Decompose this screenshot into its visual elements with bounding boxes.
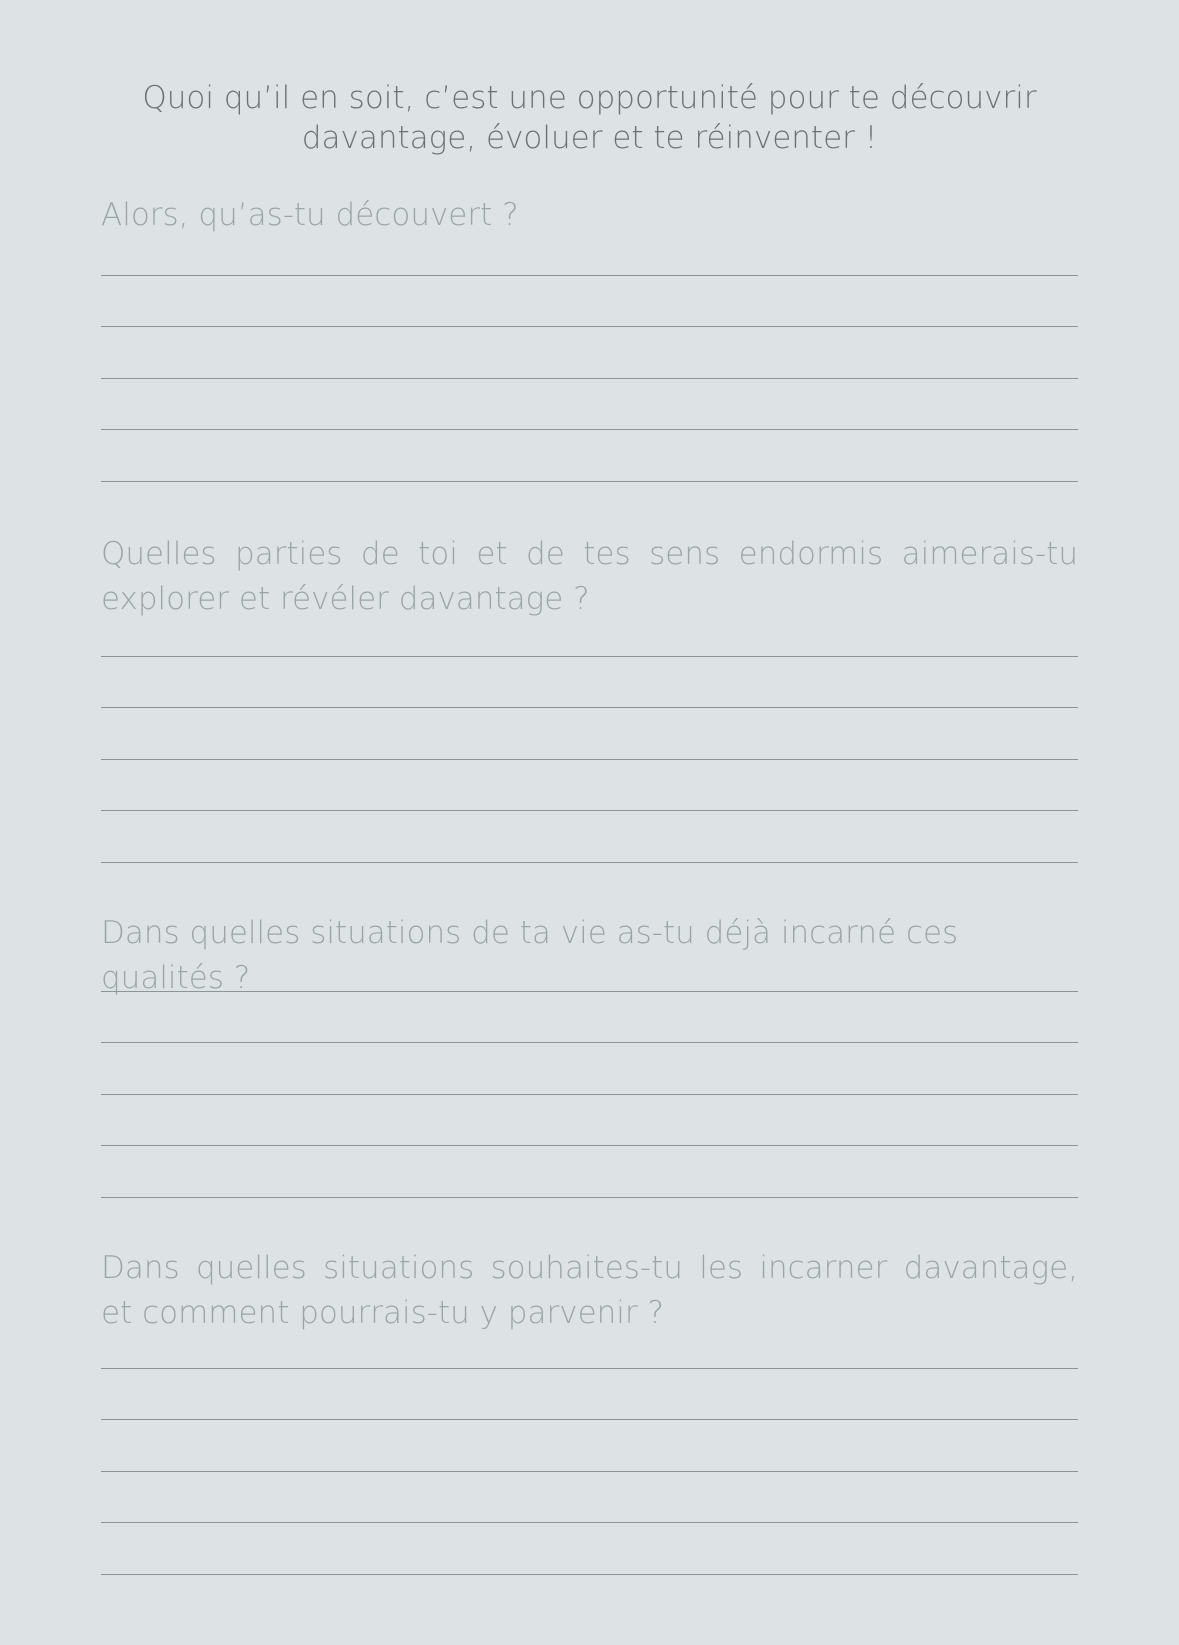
writing-line[interactable] [101,1522,1078,1523]
writing-line[interactable] [101,378,1078,379]
writing-line[interactable] [101,810,1078,811]
question-2: Quelles parties de toi et de tes sens endormis aimerais-tu explorer et révéler davantage ? [101,536,1078,617]
intro-line-2: davantage, évoluer et te réinventer ! [301,120,878,156]
writing-line[interactable] [101,275,1078,276]
writing-line[interactable] [101,429,1078,430]
writing-line[interactable] [101,862,1078,863]
writing-line[interactable] [101,656,1078,657]
writing-line[interactable] [101,1368,1078,1369]
question-4: Dans quelles situations souhaites-tu les incarner davantage, et comment pourrais-tu y parvenir ? [101,1250,1078,1331]
writing-line[interactable] [101,326,1078,327]
question-3: Dans quelles situations de ta vie as-tu déjà incarné ces qualités ? [101,915,959,996]
writing-line[interactable] [101,1419,1078,1420]
writing-line[interactable] [101,1042,1078,1043]
writing-line[interactable] [101,707,1078,708]
question-1: Alors, qu’as-tu découvert ? [101,197,519,233]
writing-line[interactable] [101,1145,1078,1146]
writing-line[interactable] [101,1574,1078,1575]
writing-line[interactable] [101,1094,1078,1095]
writing-line[interactable] [101,481,1078,482]
writing-line[interactable] [101,991,1078,992]
writing-line[interactable] [101,1471,1078,1472]
intro-text [100,78,1079,158]
writing-line[interactable] [101,759,1078,760]
writing-line[interactable] [101,1197,1078,1198]
intro-line-1: Quoi qu’il en soit, c’est une opportunité pour te découvrir [142,80,1037,116]
